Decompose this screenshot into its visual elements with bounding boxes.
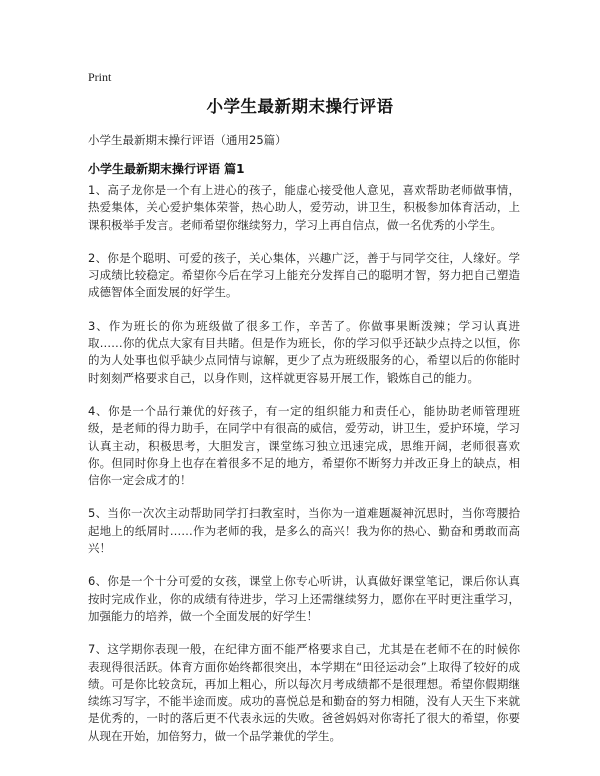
paragraph-3: 3、作为班长的你为班级做了很多工作，辛苦了。你做事果断泼辣；学习认真进取……你的优点大家有目共睹。但是作为班长，你的学习似乎还缺少点持之以恒，你的为人处事也似乎缺少点同情与谅解，更少了点为班级服务的心，希望以后的你能时时刻刻严格要求自己，以身作则，这样就更容易开展工作，锻炼自己的能力。 [88, 318, 520, 385]
page-title: 小学生最新期末操行评语 [206, 97, 394, 116]
paragraph-5: 5、当你一次次主动帮助同学打扫教室时，当你为一道难题凝神沉思时，当你弯腰拾起地上的纸屑时……作为老师的我，是多么的高兴！我为你的热心、勤奋和勇敢而高兴！ [88, 506, 520, 556]
paragraph-7: 7、这学期你表现一般，在纪律方面不能严格要求自己，尤其是在老师不在的时候你表现得很活跃。体育方面你始终都很突出，本学期在“田径运动会”上取得了较好的成绩。可是你比较贪玩，再加上粗心，所以每次月考成绩都不是很理想。希望你假期继续练习写字，不能半途而废。成功的喜悦总是和勤奋的努力相随，没有人天生下来就是优秀的，一时的落后更不代表永远的失败。爸爸妈妈对你寄托了很大的希望，你要从现在开始，加倍努力，做一个品学兼优的学生。 [88, 642, 520, 743]
paragraph-4: 4、你是一个品行兼优的好孩子，有一定的组织能力和责任心，能协助老师管理班级，是老师的得力助手，在同学中有很高的威信，爱劳动，讲卫生，爱护环境，学习认真主动，积极思考，大胆发言，课堂练习独立迅速完成，思维开阔，老师很喜欢你。但同时你身上也存在着很多不足的地方，希望你不断努力并改正身上的缺点，相信你一定会成才的！ [88, 403, 520, 488]
paragraph-6: 6、你是一个十分可爱的女孩，课堂上你专心听讲，认真做好课堂笔记，课后你认真按时完成作业，你的成绩有待进步，学习上还需继续努力，愿你在平时更注重学习，加强能力的培养，做一个全面发展的好学生！ [88, 574, 520, 623]
print-label[interactable]: Print [88, 70, 112, 84]
document-body [88, 182, 520, 761]
paragraph-1: 1、高子龙你是一个有上进心的孩子，能虚心接受他人意见，喜欢帮助老师做事情，热爱集体，关心爱护集体荣誉，热心助人，爱劳动，讲卫生，积极参加体育活动，上课积极举手发言。老师希望你继续努力，学习上再自信点，做一名优秀的小学生。 [88, 183, 520, 232]
paragraph-2: 2、你是个聪明、可爱的孩子，关心集体，兴趣广泛，善于与同学交往，人缘好。学习成绩比较稳定。希望你今后在学习上能充分发挥自己的聪明才智，努力把自己塑造成德智体全面发展的好学生。 [88, 250, 520, 300]
section-heading: 小学生最新期末操行评语 篇1 [88, 162, 245, 176]
document-subtitle: 小学生最新期末操行评语（通用25篇） [88, 133, 287, 147]
